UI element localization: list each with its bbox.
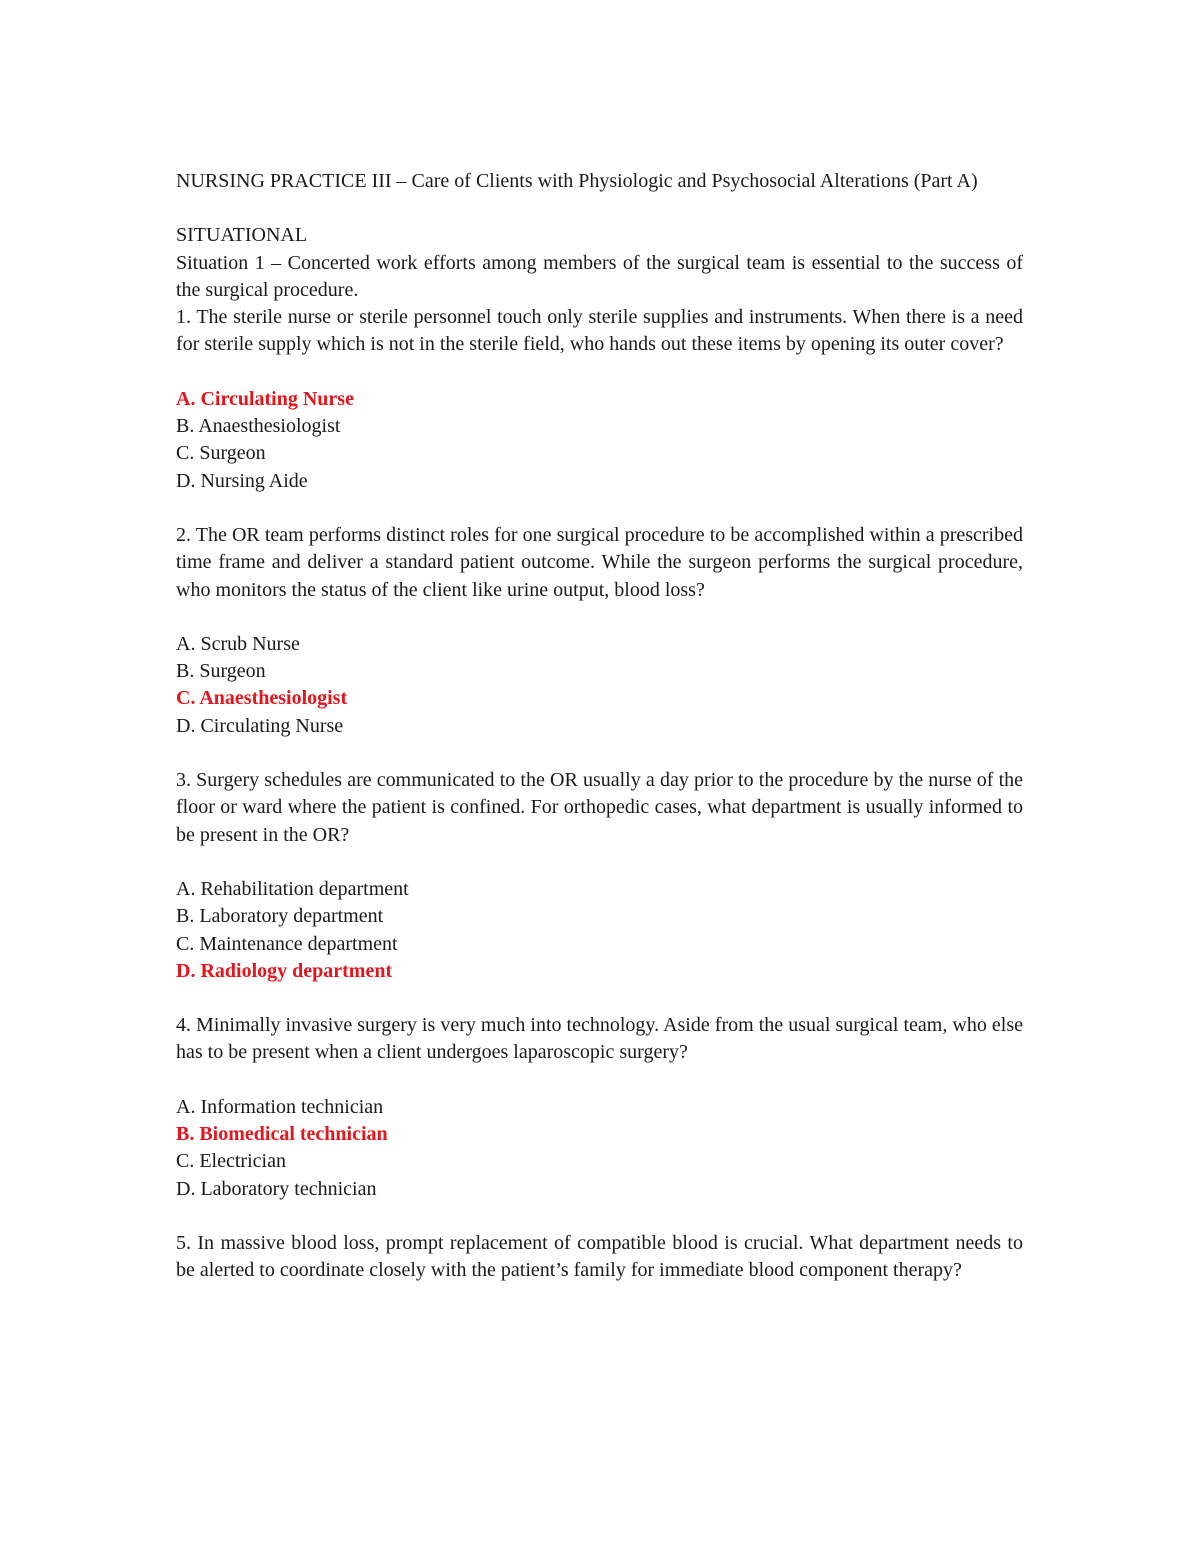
document-title: NURSING PRACTICE III – Care of Clients with Physiologic and Psychosocial Alterations (Part A): [176, 170, 978, 192]
option-a: A. Rehabilitation department: [176, 877, 409, 900]
option-c: C. Maintenance department: [176, 932, 398, 955]
option-c-correct-answer: C. Anaesthesiologist: [176, 687, 348, 710]
spacer: [176, 849, 1023, 876]
section-heading: SITUATIONAL: [176, 224, 308, 247]
spacer: [176, 1067, 1023, 1094]
situation-text: Situation 1 – Concerted work efforts among members of the surgical team is essential to the success of the surgical procedure.: [176, 251, 1023, 301]
question-text: 3. Surgery schedules are communicated to the OR usually a day prior to the procedure by the nurse of the floor or ward where the patient is confined. For orthopedic cases, what department is usually informed to be present in the OR?: [176, 769, 1023, 846]
spacer: [176, 195, 1023, 222]
option-a: A. Scrub Nurse: [176, 632, 300, 655]
option-a-correct-answer: A. Circulating Nurse: [176, 387, 354, 410]
document-content: [176, 168, 1023, 1285]
option-b: B. Laboratory department: [176, 905, 384, 928]
spacer: [176, 359, 1023, 386]
spacer: [176, 985, 1023, 1012]
option-d: D. Nursing Aide: [176, 469, 308, 492]
spacer: [176, 1203, 1023, 1230]
option-d-correct-answer: D. Radiology department: [176, 959, 393, 982]
question-block: [176, 304, 1023, 495]
question-text: 2. The OR team performs distinct roles for one surgical procedure to be accomplished within a prescribed time frame and deliver a standard patient outcome. While the surgeon performs the surgical procedure, who monitors the status of the client like urine output, blood loss?: [176, 523, 1023, 601]
option-b-correct-answer: B. Biomedical technician: [176, 1123, 388, 1146]
spacer: [176, 495, 1023, 522]
option-b: B. Surgeon: [176, 660, 266, 683]
option-d: D. Circulating Nurse: [176, 714, 344, 737]
question-block: [176, 767, 1023, 985]
question-block: [176, 522, 1023, 740]
question-text: 4. Minimally invasive surgery is very much into technology. Aside from the usual surgical team, who else has to be present when a client undergoes laparoscopic surgery?: [176, 1014, 1023, 1064]
spacer: [176, 604, 1023, 631]
spacer: [176, 740, 1023, 767]
option-c: C. Surgeon: [176, 442, 266, 465]
option-d: D. Laboratory technician: [176, 1177, 377, 1200]
option-a: A. Information technician: [176, 1095, 384, 1118]
question-block: [176, 1012, 1023, 1203]
question-text: 5. In massive blood loss, prompt replacement of compatible blood is crucial. What department needs to be alerted to coordinate closely with the patient’s family for immediate blood component therapy?: [176, 1231, 1023, 1282]
question-block: [176, 1230, 1023, 1285]
question-text: 1. The sterile nurse or sterile personnel touch only sterile supplies and instruments. When there is a need for sterile supply which is not in the sterile field, who hands out these items by opening its outer cover?: [176, 306, 1023, 356]
option-c: C. Electrician: [176, 1150, 286, 1173]
option-b: B. Anaesthesiologist: [176, 415, 341, 438]
